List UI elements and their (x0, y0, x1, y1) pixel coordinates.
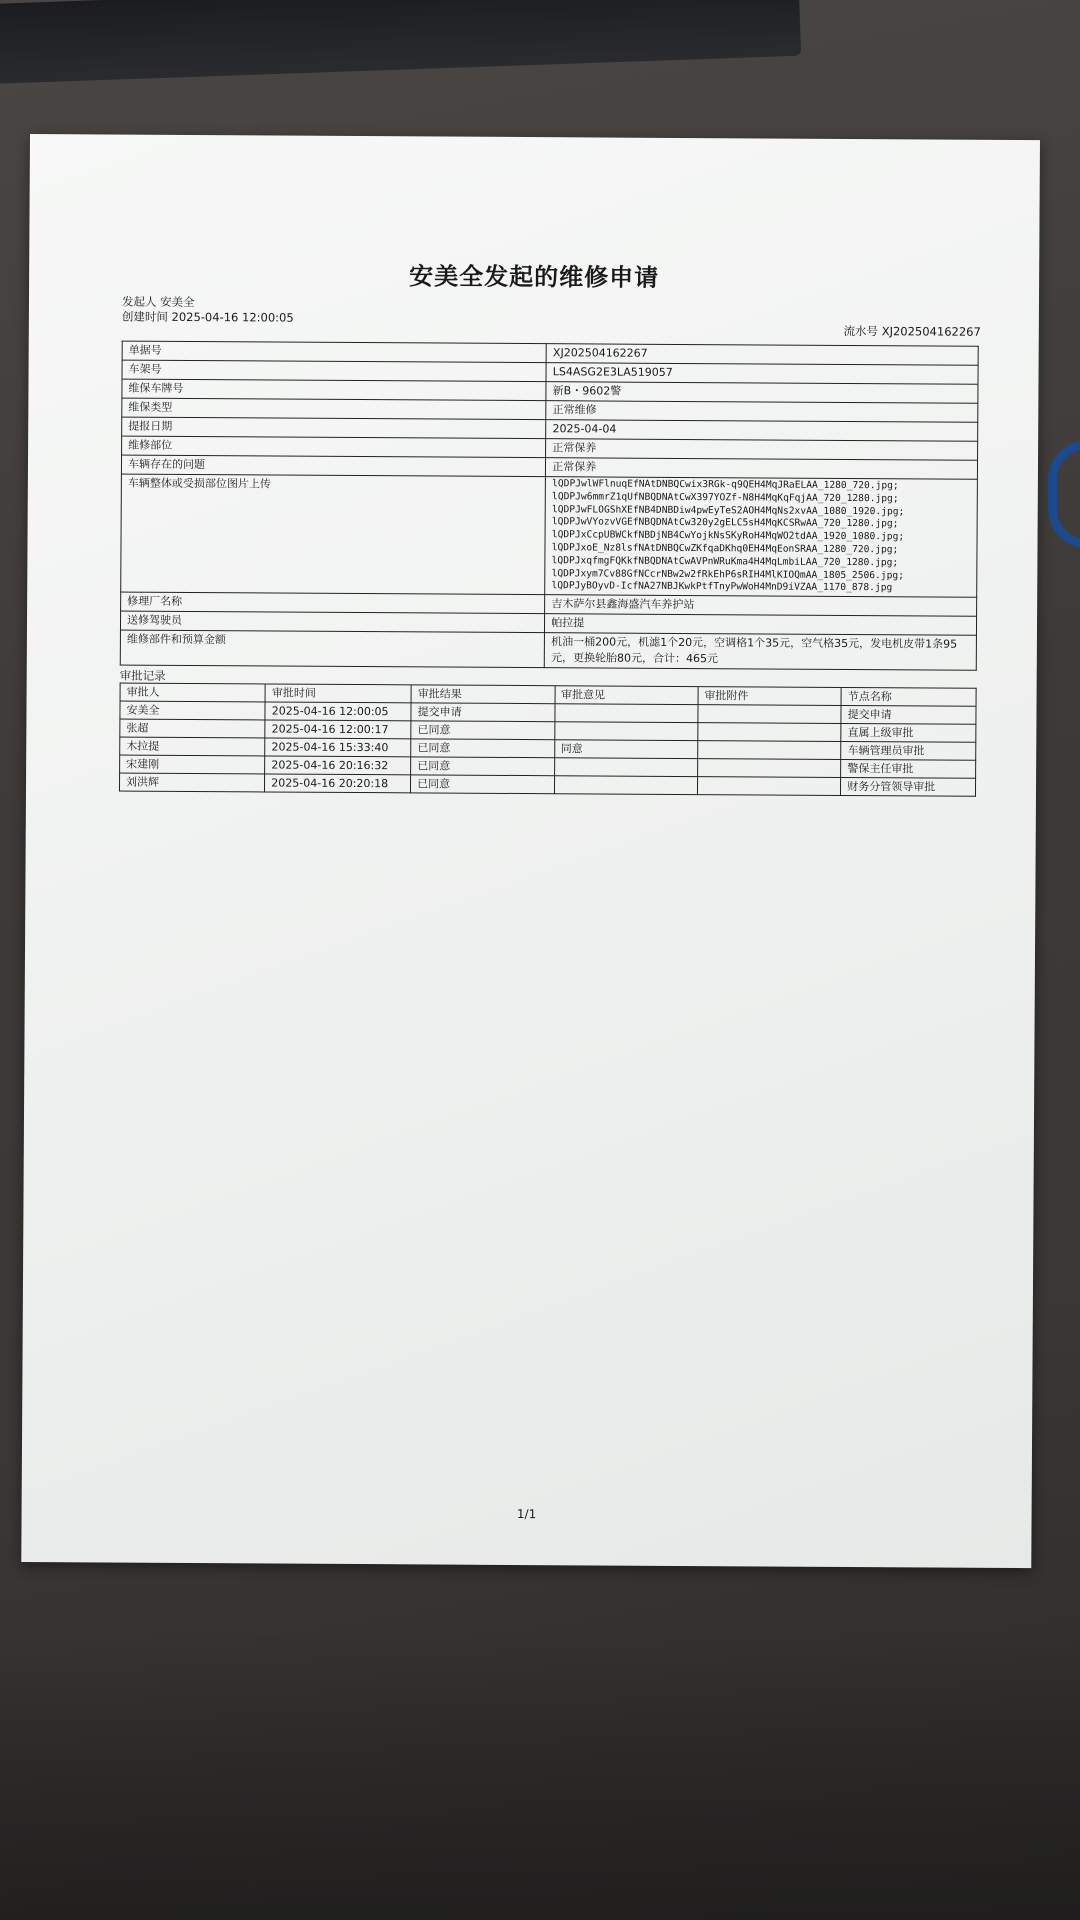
keyboard (0, 0, 801, 84)
approver: 宋建刚 (120, 755, 265, 774)
initiator-value: 安美全 (160, 294, 195, 310)
approver: 刘洪辉 (119, 773, 264, 792)
info-value: 正常保养 (546, 458, 978, 480)
column-header: 节点名称 (841, 687, 976, 706)
info-key: 单据号 (122, 341, 546, 363)
info-value: 2025-04-04 (546, 420, 978, 442)
approval-result: 已同意 (411, 721, 554, 740)
image-filename[interactable]: lQDPJwVYozvVGEfNBQDNAtCw320y2gELC5sH4MqKCSRwAA_720_1280.jpg; (551, 516, 899, 530)
node-name: 车辆管理员审批 (841, 741, 976, 760)
info-key: 车辆存在的问题 (121, 455, 545, 477)
image-filename[interactable]: lQDPJwlWFlnuqEfNAtDNBQCwix3RGk-q9QEH4MqJRaELAA_1280_720.jpg; (552, 478, 899, 492)
approval-comment: 同意 (554, 740, 697, 759)
document-meta (122, 295, 294, 326)
approval-attachment (698, 723, 841, 742)
column-header: 审批附件 (698, 687, 841, 706)
approval-time: 2025-04-16 20:16:32 (265, 756, 411, 775)
info-key: 维保类型 (122, 398, 546, 420)
parts-line: 元，更换轮胎80元，合计：465元 (551, 651, 719, 666)
desk-shadow (0, 1630, 1080, 1920)
approval-result: 提交申请 (411, 703, 554, 722)
image-filename[interactable]: lQDPJxCcpUBWCkfNBDjNB4CwYojkNsSKyRoH4MqWO2tdAA_1920_1080.jpg; (551, 529, 905, 543)
approval-result: 已同意 (411, 757, 554, 776)
image-filename[interactable]: lQDPJxqfmgFQKkfNBQDNAtCwAVPnWRuKma4H4MqLmbiLAA_720_1280.jpg; (551, 554, 899, 569)
info-value: 正常维修 (546, 401, 978, 423)
info-value: 新B・9602警 (546, 382, 978, 404)
created-line (122, 310, 294, 326)
node-name: 提交申请 (841, 705, 976, 724)
approval-attachment (698, 741, 841, 760)
approval-time: 2025-04-16 15:33:40 (265, 738, 411, 757)
approval-time: 2025-04-16 12:00:17 (265, 720, 411, 739)
approval-records-table (119, 683, 977, 797)
parts-line: 机油一桶200元，机滤1个20元，空调格1个35元，空气格35元，发电机皮带1条95 (551, 635, 958, 651)
image-filename[interactable]: lQDPJxoE_Nz8lsfNAtDNBQCwZKfqaDKhq0EH4MqEonSRAA_1280_720.jpg; (551, 542, 899, 556)
node-name: 财务分管领导审批 (841, 777, 976, 796)
column-header: 审批时间 (265, 684, 411, 703)
approver: 张超 (120, 719, 265, 738)
info-key: 送修驾驶员 (120, 611, 544, 633)
table-row (120, 630, 976, 670)
approval-time: 2025-04-16 12:00:05 (265, 702, 411, 721)
info-key: 车辆整体或受损部位图片上传 (121, 474, 546, 595)
approver: 木拉提 (120, 737, 265, 756)
serial-value: XJ202504162267 (881, 324, 981, 339)
approval-result: 已同意 (411, 739, 554, 758)
initiator-label: 发起人 (121, 294, 157, 309)
created-label: 创建时间 (121, 309, 168, 324)
parts-budget (545, 633, 977, 671)
created-value: 2025-04-16 12:00:05 (171, 309, 294, 325)
document-title: 安美全发起的维修申请 (409, 262, 660, 292)
info-value: 吉木萨尔县鑫海盛汽车养护站 (545, 595, 977, 617)
approval-attachment (697, 777, 840, 796)
info-key: 维修部位 (122, 436, 546, 458)
paper-document (21, 134, 1040, 1568)
column-header: 审批结果 (411, 685, 554, 704)
serial-number (844, 323, 981, 340)
info-value: 正常保养 (546, 439, 978, 461)
node-name: 直属上级审批 (841, 723, 976, 742)
initiator-line (122, 295, 294, 311)
approval-attachment (697, 759, 840, 778)
approval-comment (554, 722, 697, 741)
approval-attachment (698, 705, 841, 724)
info-key: 修理厂名称 (121, 592, 545, 614)
info-table (120, 341, 979, 671)
approval-time: 2025-04-16 20:20:18 (265, 774, 411, 793)
image-file-list (545, 477, 977, 598)
column-header: 审批人 (120, 683, 265, 702)
approval-result: 已同意 (411, 775, 554, 794)
image-filename[interactable]: lQDPJyBOyvD-IcfNA27NBJKwkPtfTnyPwWoH4MnD9iVZAA_1170_878.jpg (551, 580, 893, 594)
info-key: 维修部件和预算金额 (120, 630, 544, 668)
image-filename[interactable]: lQDPJwFLOGShXEfNB4DNBDiw4pwEyTeS2AOH4MqNs2xvAA_1080_1920.jpg; (551, 503, 905, 517)
column-header: 审批意见 (555, 686, 698, 705)
info-key: 维保车牌号 (122, 379, 546, 401)
image-filename[interactable]: lQDPJw6mmrZ1qUfNBQDNAtCwX397YOZf-N8H4MqKqFqjAA_720_1280.jpg; (552, 490, 899, 505)
approval-comment (554, 758, 697, 777)
node-name: 警保主任审批 (841, 759, 976, 778)
info-value: 帕拉提 (545, 614, 977, 636)
page-number: 1/1 (516, 1507, 537, 1522)
approver: 安美全 (120, 701, 265, 720)
records-label: 审批记录 (119, 668, 166, 683)
image-filename[interactable]: lQDPJxym7Cv88GfNCcrNBw2w2fRkEhP6sRIH4MlKIOQmAA_1805_2506.jpg; (551, 567, 904, 581)
info-key: 提报日期 (122, 417, 546, 439)
info-value: LS4ASG2E3LA519057 (546, 363, 978, 385)
approval-comment (554, 776, 697, 795)
blue-cable (1048, 440, 1080, 548)
approval-comment (554, 704, 697, 723)
serial-label: 流水号 (843, 323, 879, 339)
table-row (121, 474, 978, 597)
info-key: 车架号 (122, 360, 546, 382)
info-value: XJ202504162267 (546, 344, 978, 366)
